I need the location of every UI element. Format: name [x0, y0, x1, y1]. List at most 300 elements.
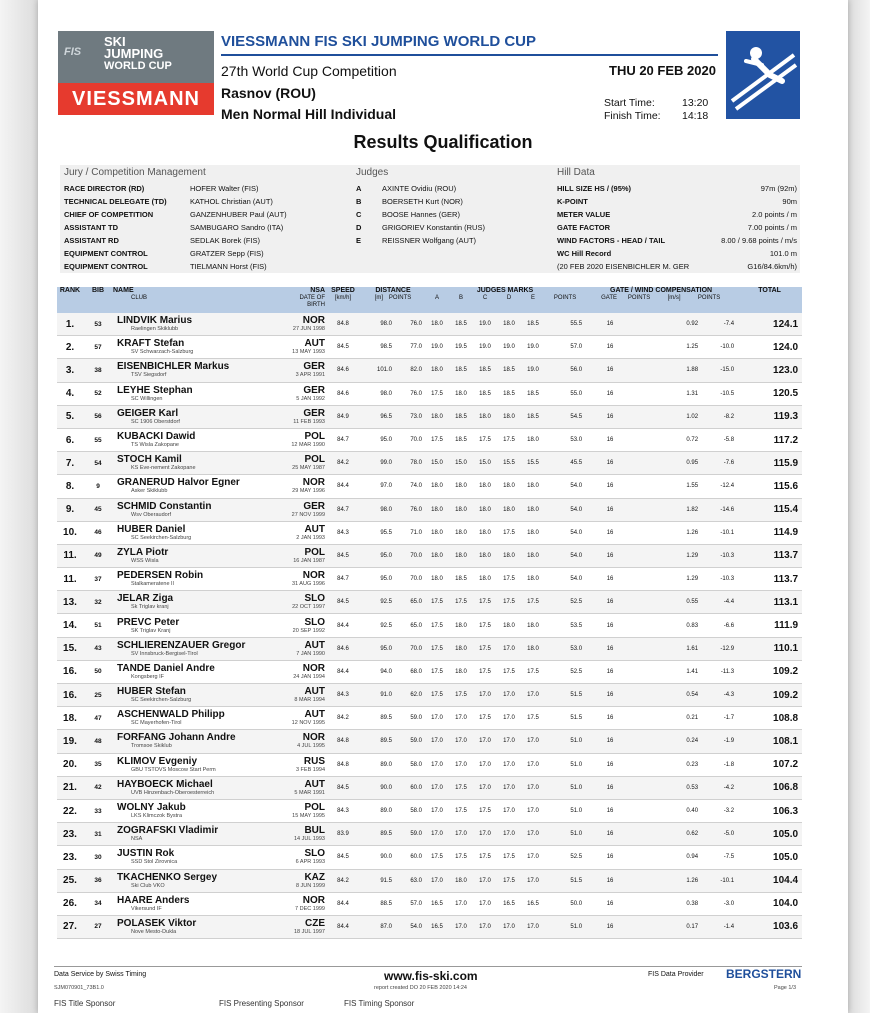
judge-points-cell: 52.5 — [545, 591, 585, 614]
bib-cell: 34 — [83, 892, 113, 915]
results-body — [57, 313, 802, 939]
athlete-name: EISENBICHLER Markus — [117, 361, 230, 373]
col-total: TOTAL — [737, 287, 802, 313]
date-of-birth: 8 MAR 1994 — [294, 697, 325, 704]
nation-cell — [281, 707, 325, 730]
gate-points-cell — [635, 892, 661, 915]
nation-code: NOR — [302, 570, 325, 582]
judge-mark-cell: 18.0 — [449, 521, 473, 544]
wind-cell: 0.83 — [661, 614, 701, 637]
distance-points-cell: 65.0 — [395, 591, 425, 614]
start-finish-times: Start Time: 13:20 Finish Time: 14:18 — [604, 97, 709, 122]
athlete-cell — [113, 637, 281, 660]
athlete-club: SC Mayerhofen-Tirol — [131, 720, 182, 727]
nation-code: POL — [304, 802, 325, 814]
hill-data-row — [557, 247, 797, 260]
bib-cell: 32 — [83, 591, 113, 614]
results-row — [57, 336, 802, 359]
viessmann-logo: VIESSMANN — [58, 83, 214, 115]
wind-points-cell: -7.4 — [701, 313, 737, 336]
nation-cell — [281, 637, 325, 660]
nation-cell — [281, 776, 325, 799]
judge-points-cell: 52.5 — [545, 846, 585, 869]
nation-code: AUT — [304, 709, 325, 721]
nation-code: GER — [303, 361, 325, 373]
nation-code: KAZ — [304, 871, 325, 883]
athlete-cell — [113, 544, 281, 567]
total-cell: 117.2 — [737, 428, 802, 451]
hill-data-key: GATE FACTOR — [557, 223, 611, 232]
judge-mark-cell: 17.5 — [449, 591, 473, 614]
gate-points-cell — [635, 684, 661, 707]
judge-mark-cell: 17.5 — [497, 869, 521, 892]
results-row — [57, 591, 802, 614]
athlete-club: UVB Hinzenbach-Oberoesterreich — [131, 789, 215, 796]
judge-mark-cell: 19.0 — [497, 336, 521, 359]
total-cell: 124.1 — [737, 313, 802, 336]
wind-cell: 1.26 — [661, 521, 701, 544]
distance-cell: 95.0 — [361, 637, 395, 660]
athlete-name: SCHMID Constantin — [117, 500, 212, 512]
speed-cell: 84.5 — [325, 336, 361, 359]
speed-cell: 84.8 — [325, 313, 361, 336]
results-row — [57, 915, 802, 938]
judge-mark-cell: 18.0 — [497, 614, 521, 637]
judge-mark-cell: 15.5 — [521, 452, 545, 475]
speed-cell: 84.8 — [325, 753, 361, 776]
nation-cell — [281, 753, 325, 776]
wind-points-cell: -6.6 — [701, 614, 737, 637]
athlete-name: TANDE Daniel Andre — [117, 662, 215, 674]
date-of-birth: 2 JAN 1993 — [296, 534, 325, 541]
results-row — [57, 707, 802, 730]
wind-cell: 0.62 — [661, 823, 701, 846]
judge-mark-cell: 17.0 — [497, 753, 521, 776]
distance-points-cell: 58.0 — [395, 799, 425, 822]
distance-cell: 101.0 — [361, 359, 395, 382]
athlete-club: GBU TSTOVS Moscow Start Perm — [131, 766, 216, 773]
gate-cell: 16 — [585, 382, 635, 405]
judge-mark-cell: 17.5 — [473, 428, 497, 451]
distance-points-cell: 63.0 — [395, 869, 425, 892]
athlete-name: LINDVIK Marius — [117, 315, 193, 327]
speed-cell: 83.9 — [325, 823, 361, 846]
judge-id: A — [356, 184, 362, 193]
wind-cell: 0.53 — [661, 776, 701, 799]
judge-mark-cell: 18.0 — [449, 869, 473, 892]
results-row — [57, 869, 802, 892]
judge-mark-cell: 17.0 — [521, 684, 545, 707]
athlete-club: Sk Triglav kranj — [131, 604, 169, 611]
athlete-cell — [113, 823, 281, 846]
rank-cell: 10. — [57, 521, 83, 544]
judge-mark-cell: 17.5 — [473, 707, 497, 730]
distance-cell: 89.5 — [361, 823, 395, 846]
distance-points-cell: 54.0 — [395, 915, 425, 938]
athlete-cell — [113, 730, 281, 753]
judge-mark-cell: 17.5 — [425, 846, 449, 869]
gate-points-cell — [635, 637, 661, 660]
judge-mark-cell: 17.5 — [473, 637, 497, 660]
gate-points-cell — [635, 405, 661, 428]
judge-row — [356, 195, 546, 208]
judge-mark-cell: 16.5 — [521, 892, 545, 915]
nation-code: GER — [303, 384, 325, 396]
speed-cell: 84.3 — [325, 799, 361, 822]
judge-mark-cell: 18.0 — [521, 521, 545, 544]
speed-cell: 84.5 — [325, 846, 361, 869]
hill-data-key: METER VALUE — [557, 210, 611, 219]
gate-cell: 16 — [585, 498, 635, 521]
gate-cell: 16 — [585, 428, 635, 451]
judge-mark-cell: 17.5 — [497, 591, 521, 614]
speed-cell: 84.6 — [325, 382, 361, 405]
judge-points-cell: 55.5 — [545, 313, 585, 336]
rank-cell: 6. — [57, 428, 83, 451]
date-of-birth: 7 JAN 1990 — [296, 650, 325, 657]
col-gate-wind: GATE / WIND COMPENSATION GATE POINTS [m/s] POINTS — [585, 287, 737, 313]
results-row — [57, 660, 802, 683]
judge-mark-cell: 17.0 — [473, 915, 497, 938]
athlete-name: PREVC Peter — [117, 616, 180, 628]
judge-mark-cell: 17.5 — [521, 591, 545, 614]
athlete-name: SCHLIERENZAUER Gregor — [117, 639, 246, 651]
jury-role: CHIEF OF COMPETITION — [64, 210, 154, 219]
judge-mark-cell: 18.0 — [473, 568, 497, 591]
judge-mark-cell: 17.0 — [473, 730, 497, 753]
world-cup-logo — [58, 31, 214, 115]
jury-role: ASSISTANT TD — [64, 223, 119, 232]
nation-code: AUT — [304, 778, 325, 790]
judge-mark-cell: 17.0 — [497, 730, 521, 753]
judge-mark-cell: 18.5 — [521, 405, 545, 428]
total-cell: 103.6 — [737, 915, 802, 938]
judge-mark-cell: 17.5 — [449, 799, 473, 822]
judge-mark-cell: 17.0 — [497, 637, 521, 660]
wind-points-cell: -14.6 — [701, 498, 737, 521]
jury-role: RACE DIRECTOR (RD) — [64, 184, 145, 193]
presenting-sponsor: FIS Presenting Sponsor — [219, 999, 304, 1008]
judge-mark-cell: 18.5 — [521, 313, 545, 336]
judge-mark-cell: 17.0 — [521, 823, 545, 846]
provider-label: FIS Data Provider — [648, 971, 704, 978]
judge-mark-cell: 17.5 — [449, 776, 473, 799]
judge-points-cell: 56.0 — [545, 359, 585, 382]
distance-cell: 95.0 — [361, 428, 395, 451]
rank-cell: 20. — [57, 753, 83, 776]
judge-mark-cell: 18.5 — [473, 382, 497, 405]
gate-points-cell — [635, 846, 661, 869]
athlete-cell — [113, 475, 281, 498]
gate-points-cell — [635, 498, 661, 521]
judge-mark-cell: 17.0 — [521, 799, 545, 822]
nation-cell — [281, 892, 325, 915]
wind-cell: 1.82 — [661, 498, 701, 521]
judge-points-cell: 57.0 — [545, 336, 585, 359]
gate-cell: 16 — [585, 799, 635, 822]
judge-mark-cell: 18.5 — [449, 313, 473, 336]
judge-points-cell: 52.5 — [545, 660, 585, 683]
nation-cell — [281, 359, 325, 382]
distance-cell: 96.5 — [361, 405, 395, 428]
fis-website-link[interactable]: www.fis-ski.com — [384, 969, 478, 983]
gate-cell: 16 — [585, 521, 635, 544]
gate-points-cell — [635, 776, 661, 799]
bib-cell: 36 — [83, 869, 113, 892]
judge-mark-cell: 18.0 — [425, 521, 449, 544]
gate-points-cell — [635, 336, 661, 359]
nation-cell — [281, 336, 325, 359]
distance-cell: 90.0 — [361, 846, 395, 869]
athlete-club: TSV Siegsdorf — [131, 372, 167, 379]
bergstern-logo: BERGSTERN — [726, 967, 802, 981]
athlete-club: Stalkameratene Il — [131, 581, 174, 588]
athlete-club: Tromsoe Skiklub — [131, 743, 172, 750]
judge-mark-cell: 17.0 — [473, 684, 497, 707]
wind-cell: 0.95 — [661, 452, 701, 475]
distance-points-cell: 59.0 — [395, 730, 425, 753]
athlete-club: SC Seekirchen-Salzburg — [131, 534, 192, 541]
judge-id: C — [356, 210, 362, 219]
results-header-row — [57, 287, 802, 313]
nation-cell — [281, 799, 325, 822]
judge-mark-cell: 15.0 — [449, 452, 473, 475]
wind-cell: 0.40 — [661, 799, 701, 822]
rank-cell: 22. — [57, 799, 83, 822]
judge-mark-cell: 18.5 — [449, 359, 473, 382]
athlete-name: ZOGRAFSKI Vladimir — [117, 825, 219, 837]
hill-data-row — [557, 182, 797, 195]
judge-mark-cell: 18.0 — [449, 544, 473, 567]
gate-cell: 16 — [585, 637, 635, 660]
wind-points-cell: -10.0 — [701, 336, 737, 359]
rank-cell: 1. — [57, 313, 83, 336]
athlete-club: KS Eve-nement Zakopane — [131, 465, 196, 472]
judge-mark-cell: 17.5 — [497, 568, 521, 591]
judge-mark-cell: 18.0 — [449, 475, 473, 498]
total-cell: 115.4 — [737, 498, 802, 521]
date-of-birth: 5 JAN 1992 — [296, 395, 325, 402]
wind-cell: 1.88 — [661, 359, 701, 382]
hill-data-row — [557, 221, 797, 234]
total-cell: 105.0 — [737, 823, 802, 846]
wind-points-cell: -3.2 — [701, 799, 737, 822]
nation-cell — [281, 614, 325, 637]
judge-points-cell: 51.0 — [545, 799, 585, 822]
bib-cell: 46 — [83, 521, 113, 544]
judge-name: BOOSE Hannes (GER) — [382, 210, 460, 219]
gate-cell: 16 — [585, 614, 635, 637]
viewer-left-margin — [0, 0, 38, 1013]
distance-points-cell: 59.0 — [395, 707, 425, 730]
hill-data-row — [557, 260, 797, 273]
col-speed: SPEED [km/h] — [325, 287, 361, 313]
jury-role: EQUIPMENT CONTROL — [64, 262, 148, 271]
judge-points-cell: 50.0 — [545, 892, 585, 915]
nation-cell — [281, 823, 325, 846]
distance-points-cell: 82.0 — [395, 359, 425, 382]
nation-cell — [281, 405, 325, 428]
speed-cell: 84.5 — [325, 776, 361, 799]
athlete-name: STOCH Kamil — [117, 454, 182, 466]
distance-points-cell: 70.0 — [395, 544, 425, 567]
distance-cell: 89.0 — [361, 753, 395, 776]
total-cell: 111.9 — [737, 614, 802, 637]
judge-mark-cell: 18.0 — [449, 614, 473, 637]
distance-cell: 88.5 — [361, 892, 395, 915]
judge-points-cell: 51.0 — [545, 730, 585, 753]
speed-cell: 84.6 — [325, 637, 361, 660]
competition-date: THU 20 FEB 2020 — [609, 63, 716, 78]
distance-cell: 98.0 — [361, 498, 395, 521]
bib-cell: 50 — [83, 660, 113, 683]
nation-cell — [281, 591, 325, 614]
jury-row — [64, 221, 326, 234]
athlete-cell — [113, 428, 281, 451]
jury-role: EQUIPMENT CONTROL — [64, 249, 148, 258]
gate-points-cell — [635, 359, 661, 382]
distance-points-cell: 71.0 — [395, 521, 425, 544]
date-of-birth: 6 APR 1993 — [295, 859, 325, 866]
nation-cell — [281, 544, 325, 567]
athlete-cell — [113, 498, 281, 521]
judge-row — [356, 208, 546, 221]
rank-cell: 26. — [57, 892, 83, 915]
gate-cell: 16 — [585, 475, 635, 498]
wind-cell: 1.29 — [661, 544, 701, 567]
date-of-birth: 27 NOV 1999 — [291, 511, 325, 518]
wind-points-cell: -1.4 — [701, 915, 737, 938]
wind-cell: 1.55 — [661, 475, 701, 498]
jury-name: KATHOL Christian (AUT) — [190, 197, 273, 206]
distance-points-cell: 65.0 — [395, 614, 425, 637]
bib-cell: 37 — [83, 568, 113, 591]
page-title: Results Qualification — [353, 132, 533, 152]
gate-cell: 16 — [585, 359, 635, 382]
rank-cell: 13. — [57, 591, 83, 614]
bib-cell: 38 — [83, 359, 113, 382]
date-of-birth: 31 AUG 1996 — [291, 581, 325, 588]
athlete-cell — [113, 660, 281, 683]
date-of-birth: 12 NOV 1995 — [291, 720, 325, 727]
rank-cell: 11. — [57, 544, 83, 567]
nation-cell — [281, 846, 325, 869]
judge-points-cell: 54.0 — [545, 521, 585, 544]
wind-points-cell: -7.6 — [701, 452, 737, 475]
gate-cell: 16 — [585, 544, 635, 567]
wind-cell: 1.02 — [661, 405, 701, 428]
judge-name: REISSNER Wolfgang (AUT) — [382, 236, 477, 245]
col-bib: BIB — [83, 287, 113, 313]
judge-mark-cell: 19.5 — [449, 336, 473, 359]
judge-mark-cell: 17.0 — [425, 799, 449, 822]
distance-cell: 98.0 — [361, 313, 395, 336]
judge-mark-cell: 17.5 — [473, 846, 497, 869]
results-row — [57, 382, 802, 405]
athlete-name: HAARE Anders — [117, 894, 190, 906]
speed-cell: 84.4 — [325, 892, 361, 915]
distance-points-cell: 70.0 — [395, 568, 425, 591]
judge-mark-cell: 17.5 — [449, 684, 473, 707]
wind-cell: 0.54 — [661, 684, 701, 707]
judge-mark-cell: 17.0 — [425, 823, 449, 846]
bib-cell: 48 — [83, 730, 113, 753]
judge-mark-cell: 15.0 — [473, 452, 497, 475]
nation-code: AUT — [304, 523, 325, 535]
gate-points-cell — [635, 521, 661, 544]
hill-data-key: HILL SIZE HS / (95%) — [557, 184, 632, 193]
total-cell: 104.0 — [737, 892, 802, 915]
wind-cell: 1.61 — [661, 637, 701, 660]
results-row — [57, 544, 802, 567]
gate-cell: 16 — [585, 846, 635, 869]
gate-points-cell — [635, 313, 661, 336]
hill-data-value: 7.00 points / m — [747, 223, 797, 232]
distance-points-cell: 76.0 — [395, 498, 425, 521]
judge-points-cell: 51.5 — [545, 684, 585, 707]
judge-mark-cell: 17.5 — [473, 660, 497, 683]
wind-cell: 0.72 — [661, 428, 701, 451]
page-footer — [54, 966, 802, 1008]
gate-points-cell — [635, 452, 661, 475]
athlete-name: HUBER Stefan — [117, 686, 186, 698]
wind-cell: 0.92 — [661, 313, 701, 336]
date-of-birth: 3 APR 1991 — [295, 372, 325, 379]
date-of-birth: 16 JAN 1987 — [293, 557, 325, 564]
judge-mark-cell: 17.0 — [497, 799, 521, 822]
bib-cell: 25 — [83, 684, 113, 707]
total-cell: 109.2 — [737, 660, 802, 683]
judge-mark-cell: 18.0 — [497, 313, 521, 336]
rank-cell: 4. — [57, 382, 83, 405]
rank-cell: 16. — [57, 660, 83, 683]
athlete-cell — [113, 359, 281, 382]
judge-mark-cell: 17.0 — [497, 823, 521, 846]
hill-heading: Hill Data — [557, 167, 595, 178]
viewer-right-margin — [848, 0, 870, 1013]
wind-points-cell: -7.5 — [701, 846, 737, 869]
athlete-name: KRAFT Stefan — [117, 338, 185, 350]
wind-points-cell: -12.9 — [701, 637, 737, 660]
event-name: Men Normal Hill Individual — [221, 106, 397, 122]
athlete-cell — [113, 707, 281, 730]
total-cell: 106.8 — [737, 776, 802, 799]
judge-mark-cell: 17.0 — [425, 730, 449, 753]
results-row — [57, 846, 802, 869]
rank-cell: 19. — [57, 730, 83, 753]
distance-cell: 90.0 — [361, 776, 395, 799]
date-of-birth: 29 MAY 1996 — [292, 488, 325, 495]
total-cell: 110.1 — [737, 637, 802, 660]
judge-mark-cell: 18.0 — [449, 498, 473, 521]
judge-row — [356, 221, 546, 234]
judge-mark-cell: 15.5 — [497, 452, 521, 475]
bib-cell: 45 — [83, 498, 113, 521]
judge-mark-cell: 17.0 — [473, 892, 497, 915]
date-of-birth: 18 JUL 1997 — [294, 928, 325, 935]
judge-mark-cell: 17.5 — [425, 591, 449, 614]
distance-points-cell: 60.0 — [395, 846, 425, 869]
judge-mark-cell: 18.5 — [497, 382, 521, 405]
athlete-club: NSA — [131, 836, 143, 843]
nation-cell — [281, 475, 325, 498]
total-cell: 108.1 — [737, 730, 802, 753]
athlete-name: ZYLA Piotr — [117, 546, 169, 558]
distance-points-cell: 59.0 — [395, 823, 425, 846]
gate-points-cell — [635, 799, 661, 822]
athlete-name: POLASEK Viktor — [117, 917, 197, 929]
total-cell: 120.5 — [737, 382, 802, 405]
